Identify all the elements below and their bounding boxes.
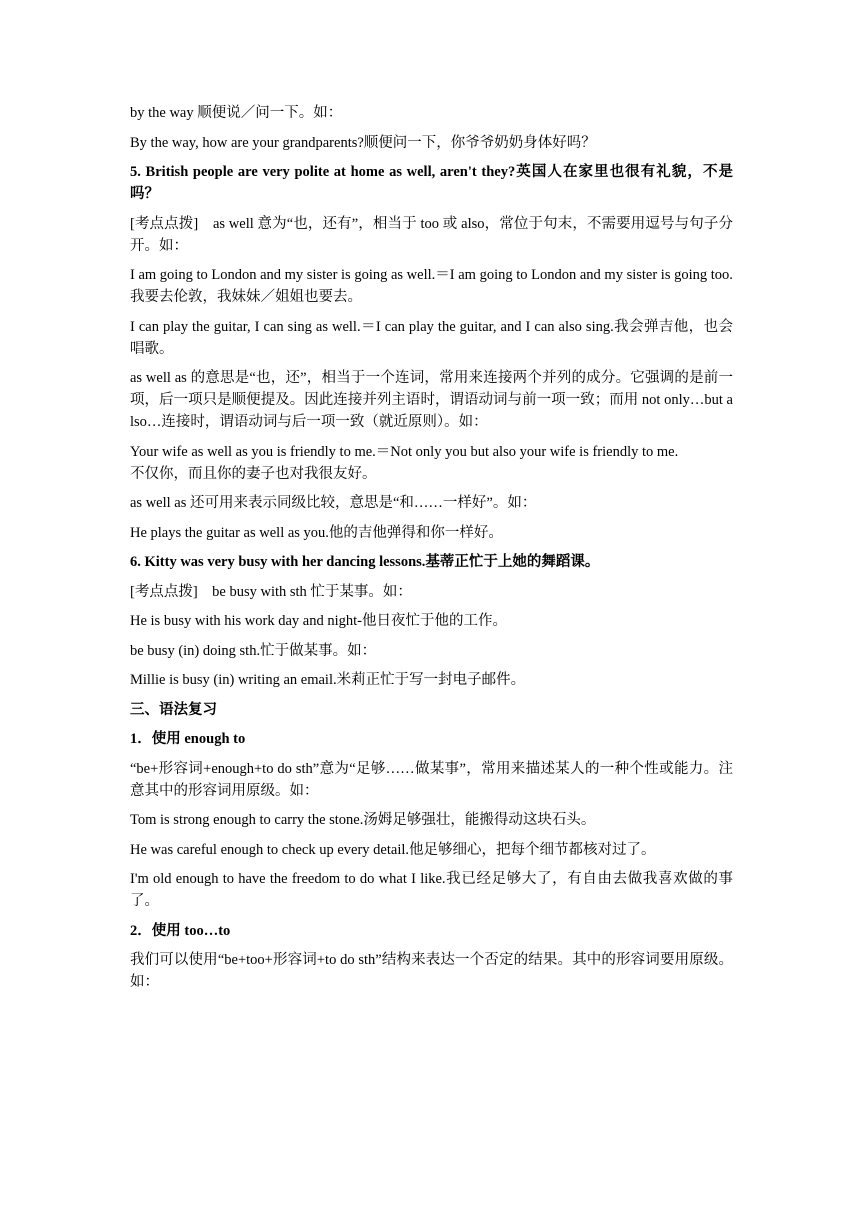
paragraph: Your wife as well as you is friendly to me.＝Not only you but also your wife is friendly to me. (130, 443, 679, 460)
paragraph: I'm old enough to have the freedom to do what I like.我已经足够大了，有自由去做我喜欢做的事了。 (130, 871, 733, 909)
paragraph: [考点点拨] be busy with sth 忙于某事。如： (130, 583, 412, 600)
document-page (130, 102, 733, 1001)
paragraph: [考点点拨] as well 意为“也，还有”，相当于 too 或 also，常位于句末，不需要用逗号与句子分开。如： (130, 215, 733, 254)
subheading-enough-to: 1．使用 enough to (130, 731, 246, 747)
paragraph: by the way 顺便说／问一下。如： (130, 105, 343, 121)
paragraph: By the way, how are your grandparents?顺便问一下，你爷爷奶奶身体好吗？ (130, 134, 596, 151)
paragraph: Millie is busy (in) writing an email.米莉正忙于写一封电子邮件。 (130, 672, 526, 688)
paragraph: He is busy with his work day and night-他日夜忙于他的工作。 (130, 613, 507, 629)
section-heading-grammar: 三、语法复习 (130, 701, 217, 718)
paragraph: I am going to London and my sister is going as well.＝I am going to London and my sister is going too. (130, 267, 733, 283)
paragraph: Tom is strong enough to carry the stone.汤姆足够强壮，能搬得动这块石头。 (130, 812, 596, 828)
paragraph: 我要去伦敦，我妹妹／姐姐也要去。 (130, 289, 362, 305)
paragraph: be busy (in) doing sth.忙于做某事。如： (130, 642, 377, 659)
subheading-too-to: 2．使用 too…to (130, 922, 231, 939)
paragraph: 不仅你，而且你的妻子也对我很友好。 (130, 465, 377, 482)
heading-item-5: 5. British people are very polite at home as well, aren't they?英国人在家里也很有礼貌，不是吗？ (130, 164, 733, 202)
paragraph: I can play the guitar, I can sing as well.＝I can play the guitar, and I can also sing.我会弹吉他，也会唱歌。 (130, 318, 733, 357)
heading-item-6: 6. Kitty was very busy with her dancing lessons.基蒂正忙于上她的舞蹈课。 (130, 554, 600, 570)
paragraph: “be+形容词+enough+to do sth”意为“足够……做某事”，常用来描述某人的一种个性或能力。注意其中的形容词用原级。如： (130, 760, 733, 799)
paragraph: as well as 的意思是“也，还”，相当于一个连词，常用来连接两个并列的成分。它强调的是前一项，后一项只是顺便提及。因此连接并列主语时，谓语动词与前一项一致；而用 not only…but also…连接时，谓语动词与后一项一致（就近原则）。如： (130, 370, 733, 430)
paragraph: as well as 还可用来表示同级比较，意思是“和……一样好”。如： (130, 495, 537, 511)
paragraph: He plays the guitar as well as you.他的吉他弹得和你一样好。 (130, 524, 503, 541)
paragraph: 我们可以使用“be+too+形容词+to do sth”结构来表达一个否定的结果。其中的形容词要用原级。如： (130, 952, 733, 990)
paragraph: He was careful enough to check up every detail.他足够细心，把每个细节都核对过了。 (130, 841, 656, 858)
